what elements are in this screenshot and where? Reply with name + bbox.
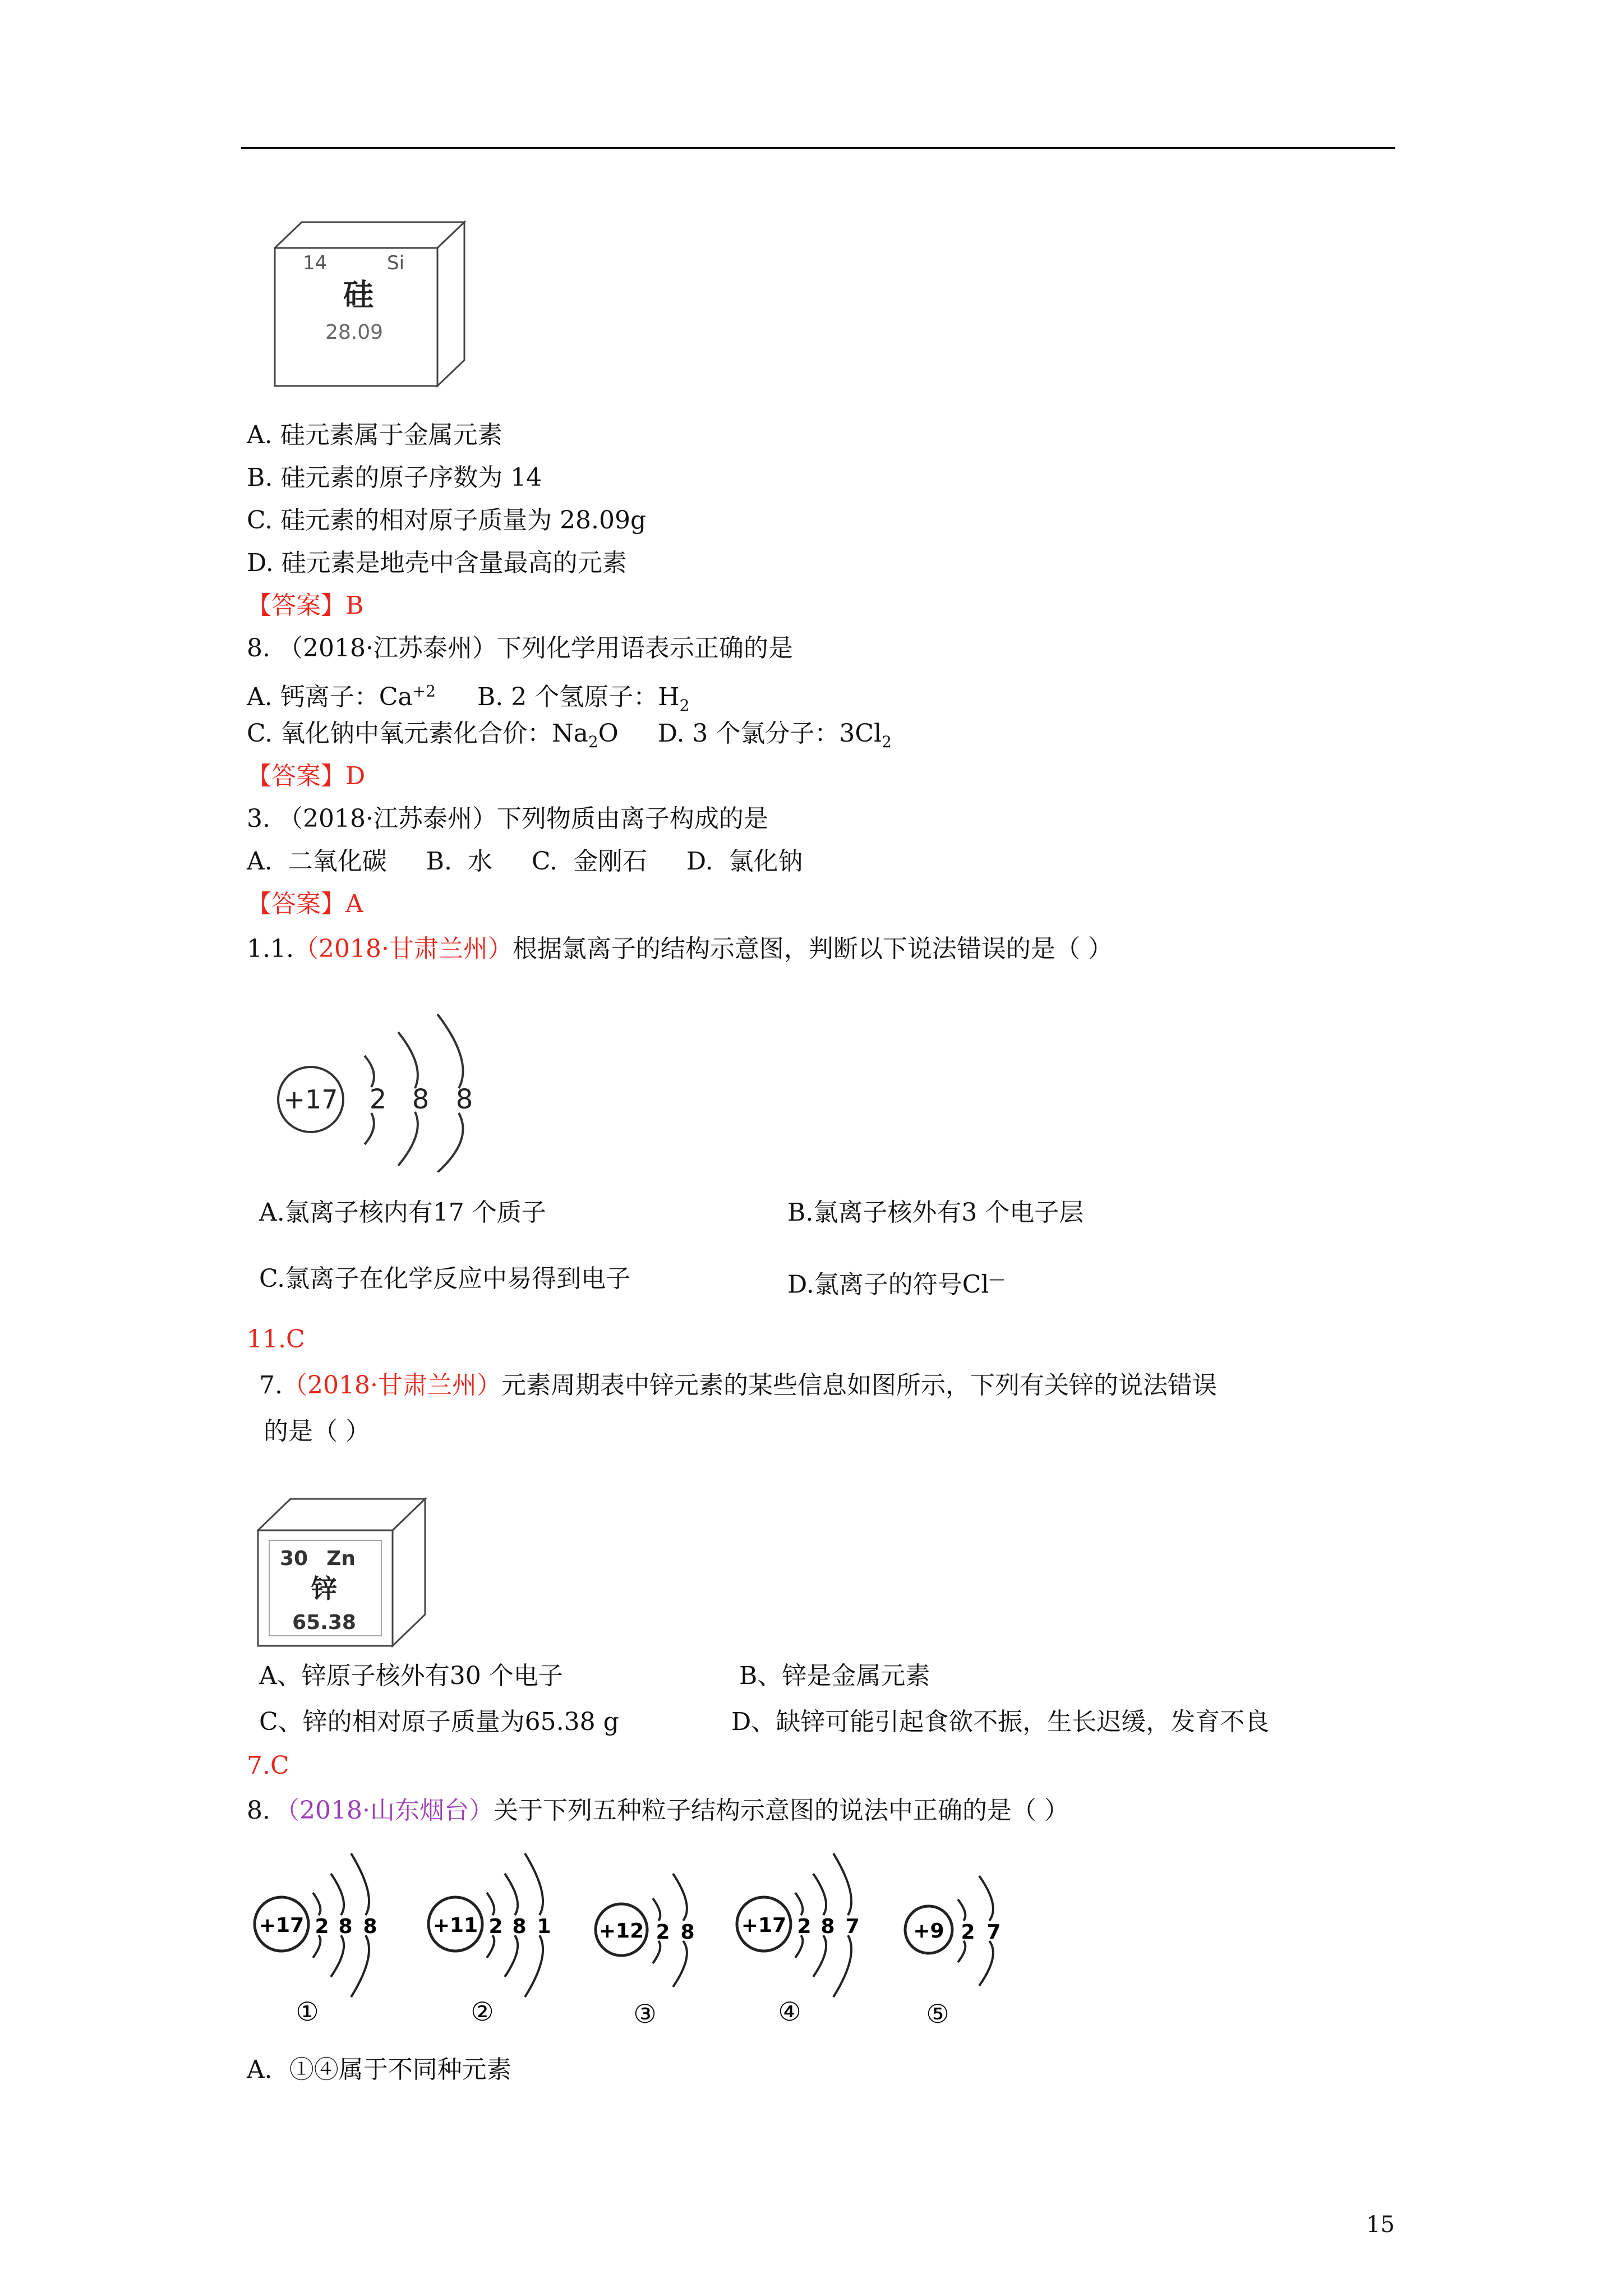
question-source: （2018·甘肃兰州）: [293, 935, 513, 963]
q8a-option-c: C. 氧化钠中氧元素化合价：$Na_2O$: [247, 719, 619, 751]
q7-option-d: D、缺锌可能引起食欲不振，生长迟缓，发育不良: [731, 1708, 1270, 1736]
svg-text:+11: +11: [432, 1914, 478, 1937]
particle-diagram-5: [897, 1846, 1026, 2025]
particle-label: ⑤: [926, 1999, 949, 2025]
q11-option-d: D.氯离子的符号Cl—: [787, 1269, 1005, 1299]
svg-text:7: 7: [986, 1921, 1001, 1944]
q3-answer: [247, 887, 363, 921]
q-si-option-c: C. 硅元素的相对原子质量为 28.09g: [247, 506, 647, 535]
particle-diagram-3: [587, 1846, 716, 2025]
svg-text:1: 1: [537, 1915, 551, 1938]
q8a-option-b: B. 2 个氢原子：$H_2$: [477, 682, 690, 715]
si-atomic-mass: 28.09: [325, 321, 384, 344]
q7-answer: 7.C: [247, 1751, 289, 1780]
question-text: 元素周期表中锌元素的某些信息如图所示，下列有关锌的说法错误: [501, 1371, 1217, 1400]
answer-value: B: [345, 591, 364, 620]
header-rule: [241, 147, 1395, 149]
particle-diagram-4: [729, 1846, 869, 2025]
question-source: （2018·甘肃兰州）: [282, 1371, 501, 1400]
svg-text:2: 2: [961, 1921, 975, 1944]
svg-text:2: 2: [488, 1915, 503, 1938]
zinc-element-card: [257, 1497, 431, 1648]
q7-stem-line2: 的是（ ）: [264, 1417, 370, 1446]
q8a-option-a: A. 钙离子：$Ca^{+2}$: [247, 682, 436, 711]
svg-text:8: 8: [512, 1915, 527, 1938]
svg-text:2: 2: [797, 1915, 811, 1938]
svg-text:8: 8: [680, 1921, 695, 1944]
page-number: 15: [1366, 2212, 1395, 2238]
q7-option-b: B、锌是金属元素: [739, 1662, 930, 1690]
q11-option-b: B.氯离子核外有3 个电子层: [787, 1198, 1084, 1227]
q3-options: A. 二氧化碳 B. 水 C. 金刚石 D. 氯化钠: [247, 847, 803, 876]
zn-atomic-number: 30: [279, 1547, 308, 1570]
si-atomic-number: 14: [303, 252, 328, 274]
q7-option-a: A、锌原子核外有30 个电子: [259, 1662, 563, 1690]
shell-electrons-3: 8: [455, 1084, 473, 1115]
q8b-stem: [247, 1794, 1069, 1828]
svg-text:+17: +17: [741, 1914, 787, 1937]
shell-electrons-1: 2: [369, 1084, 387, 1115]
answer-label: 【答案】: [247, 762, 345, 790]
answer-value: A: [345, 890, 363, 918]
question-number: 1.1.: [247, 935, 294, 963]
q-si-option-d: D. 硅元素是地壳中含量最高的元素: [247, 549, 627, 577]
particle-label: ④: [778, 1996, 801, 2025]
si-symbol: Si: [387, 252, 405, 274]
particle-label: ③: [633, 1999, 657, 2025]
particle-diagram-1: [247, 1846, 387, 2025]
q11-answer: 11.C: [247, 1325, 305, 1354]
particle-diagram-2: [421, 1846, 561, 2025]
q-si-option-a: A. 硅元素属于金属元素: [247, 421, 502, 449]
q11-stem: [247, 932, 1113, 966]
answer-label: 【答案】: [247, 890, 345, 918]
q7-option-c: C、锌的相对原子质量为65.38 g: [259, 1708, 619, 1736]
particle-label: ①: [296, 1996, 319, 2025]
q8a-stem: 8. （2018·江苏泰州）下列化学用语表示正确的是: [247, 634, 793, 662]
zn-name: 锌: [311, 1573, 337, 1604]
svg-text:2: 2: [656, 1921, 670, 1944]
zn-symbol: Zn: [326, 1547, 356, 1570]
particle-label: ②: [471, 1996, 494, 2025]
silicon-element-card: [274, 220, 470, 388]
svg-text:2: 2: [315, 1915, 329, 1938]
question-text: 关于下列五种粒子结构示意图的说法中正确的是（ ）: [493, 1796, 1069, 1825]
q8b-option-a: A．①④属于不同种元素: [247, 2055, 511, 2084]
q-si-answer: [247, 589, 363, 623]
question-source: （2018·山东烟台）: [287, 1796, 494, 1825]
q11-option-a: A.氯离子核内有17 个质子: [259, 1198, 546, 1227]
answer-label: 【答案】: [247, 591, 345, 620]
answer-value: D: [345, 762, 366, 790]
svg-text:8: 8: [338, 1915, 353, 1938]
nucleus-charge: +17: [283, 1084, 338, 1115]
q-si-option-b: B. 硅元素的原子序数为 14: [247, 463, 542, 492]
q8a-answer: [247, 760, 365, 793]
svg-text:+12: +12: [598, 1920, 644, 1943]
question-number: 8．: [247, 1796, 287, 1825]
svg-text:8: 8: [820, 1915, 835, 1938]
si-name: 硅: [343, 277, 374, 312]
q8a-options-row2: [247, 717, 892, 759]
q11-option-c: C.氯离子在化学反应中易得到电子: [259, 1264, 631, 1293]
zn-atomic-mass: 65.38: [292, 1611, 356, 1634]
question-number: 7.: [259, 1371, 283, 1400]
svg-text:7: 7: [845, 1915, 860, 1938]
svg-text:+9: +9: [913, 1920, 944, 1943]
q8a-option-d: D. 3 个氯分子：$3Cl_2$: [657, 719, 892, 751]
svg-text:8: 8: [363, 1915, 377, 1938]
chloride-ion-structure-diagram: [268, 1010, 492, 1172]
q7-stem-line1: [259, 1369, 1217, 1402]
shell-electrons-2: 8: [412, 1084, 430, 1115]
question-text: 根据氯离子的结构示意图，判断以下说法错误的是（ ）: [512, 935, 1113, 963]
svg-text:+17: +17: [259, 1914, 305, 1937]
q8a-options-row1: [247, 674, 689, 722]
q3-stem: 3. （2018·江苏泰州）下列物质由离子构成的是: [247, 804, 768, 833]
